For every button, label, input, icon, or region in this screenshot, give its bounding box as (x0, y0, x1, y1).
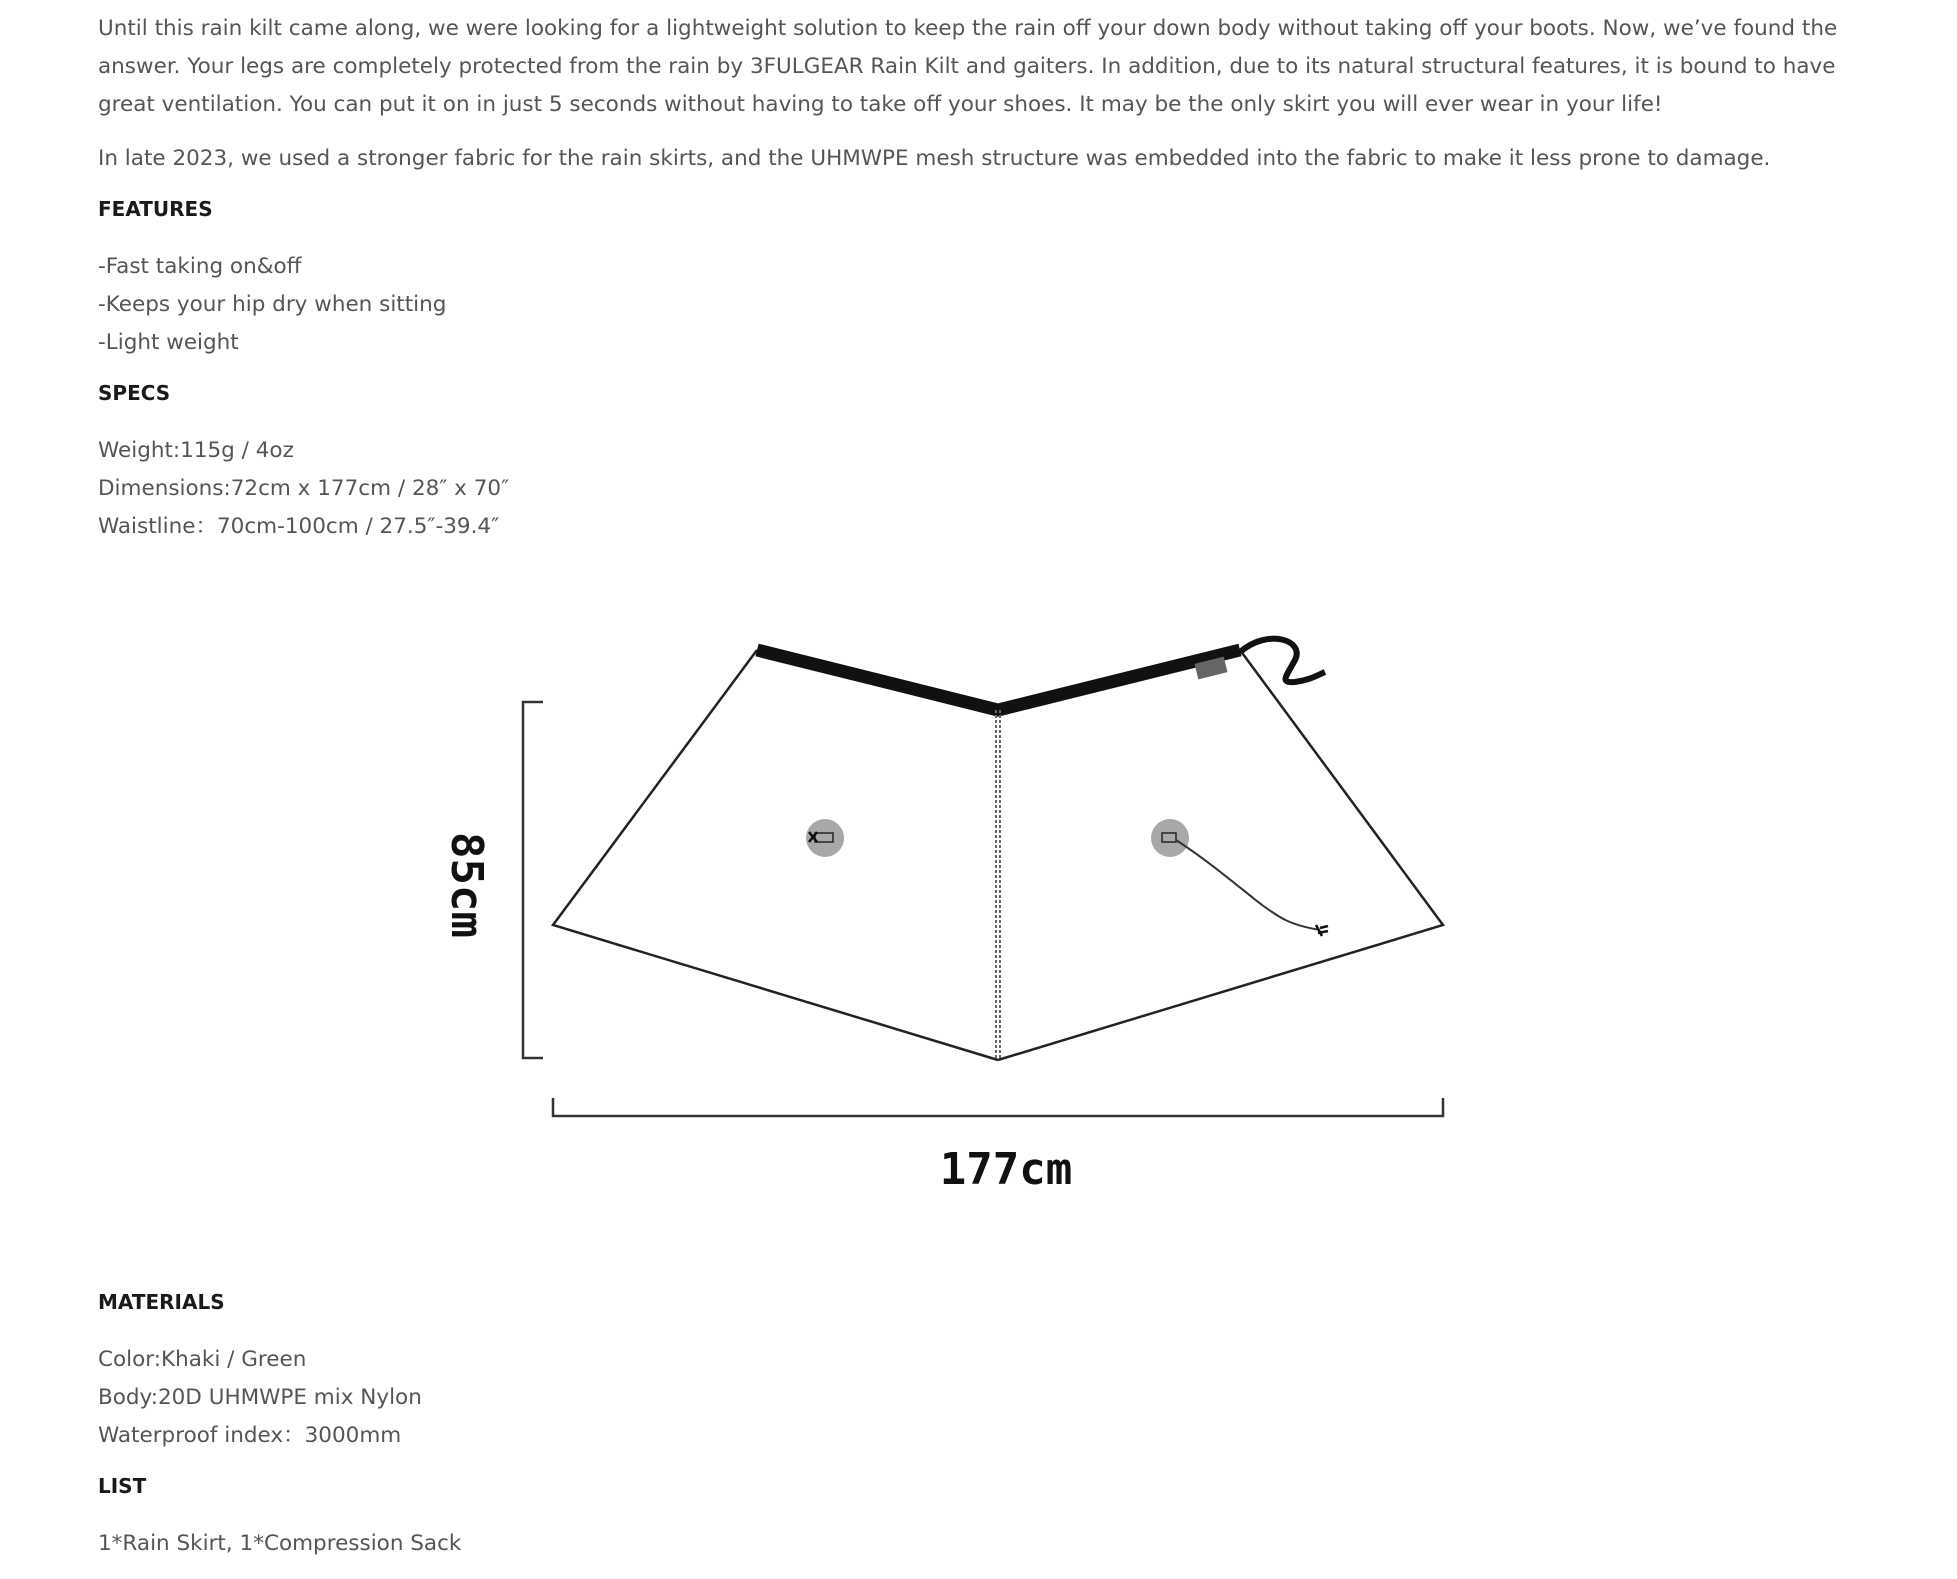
cord-end-icon (1316, 925, 1328, 936)
buckle-icon (1162, 833, 1176, 842)
right-panel-outline (998, 650, 1443, 1060)
hook-icon (1240, 639, 1325, 682)
list-heading: LIST (98, 1474, 147, 1498)
list-item: Body:20D UHMWPE mix Nylon (98, 1385, 422, 1410)
clip-icon (809, 832, 817, 842)
materials-list (98, 1341, 1898, 1455)
height-label: 85cm (441, 832, 492, 938)
features-heading: FEATURES (98, 197, 213, 221)
features-list (98, 248, 1898, 362)
materials-heading: MATERIALS (98, 1290, 225, 1314)
waistband (757, 650, 1240, 710)
list-item: -Light weight (98, 330, 239, 355)
list-item: -Keeps your hip dry when sitting (98, 292, 447, 317)
intro-paragraph-2: In late 2023, we used a stronger fabric for the rain skirts, and the UHMWPE mesh structure was embedded into the fabric to make it less prone to damage. (98, 146, 1771, 171)
intro-paragraph-1: Until this rain kilt came along, we were looking for a lightweight solution to keep the rain off your down body without taking off your boots. Now, we’ve found the answer. Your legs are completely protected from the rain by 3FULGEAR Rain Kilt and gaiters. In addition, due to its natural structural features, it is bound to have great ventilation. You can put it on in just 5 seconds without having to take off your shoes. It may be the only skirt you will ever wear in your life! (98, 16, 1838, 117)
width-label: 177cm (939, 1144, 1073, 1195)
specs-heading: SPECS (98, 381, 171, 405)
label-tag (1195, 657, 1228, 680)
product-details-lower (98, 1287, 1898, 1579)
list-item: Waistline：70cm-100cm / 27.5″-39.4″ (98, 514, 500, 539)
list-item: Weight:115g / 4oz (98, 438, 294, 463)
left-panel-outline (553, 650, 998, 1060)
list-item: Color:Khaki / Green (98, 1347, 307, 1372)
height-bracket (523, 702, 543, 1058)
snap-button-icon (1151, 819, 1189, 857)
cord (1176, 840, 1320, 930)
list-item: Dimensions:72cm x 177cm / 28″ x 70″ (98, 476, 510, 501)
snap-button-icon (806, 819, 844, 857)
list-item: -Fast taking on&off (98, 254, 302, 279)
buckle-icon (815, 833, 833, 842)
list-item: Waterproof index：3000mm (98, 1423, 402, 1448)
package-list (98, 1525, 1898, 1563)
list-item: 1*Rain Skirt, 1*Compression Sack (98, 1531, 462, 1556)
width-bracket (553, 1098, 1443, 1116)
specs-list (98, 432, 1898, 546)
product-description (98, 10, 1898, 562)
